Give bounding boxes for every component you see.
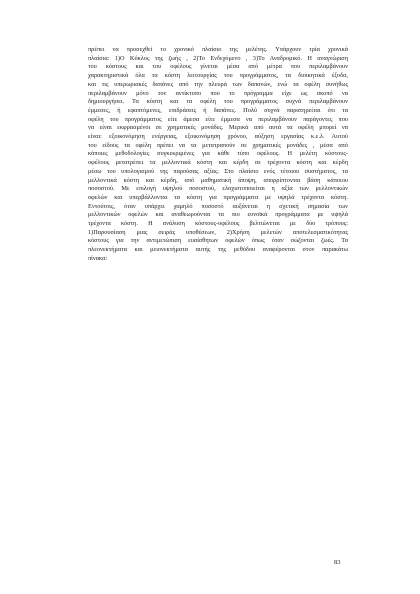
text-line: οφέλη του προγράμματος είτε άμεσα είτε έμμεσα να περιλαμβάνουν παράγοντες που — [88, 115, 348, 123]
text-line: πίνακα: — [88, 254, 108, 262]
text-line: πλαίσια: 1)Ο Κύκλος της ζωής , 2)Το Ενδεχόμενο , 3)Το Αναδρομικό. Η αναγνώριση — [88, 54, 348, 62]
text-line: έμμεσες, ή εφαπτόμενες, επιδράσεις ή δαπάνες. Πολύ συχνά παρατηρείται ότι τα — [88, 106, 348, 114]
text-line: του κόστους και του οφέλους γίνεται μέσα από μέτρα που περιλαμβάνουν — [88, 63, 348, 71]
text-line: μελλοντικά κόστη και κέρδη, από μαθηματική άποψη, απορρίπτονται βάση κάποιου — [88, 176, 348, 184]
text-line: μέσω του υπολογισμού της παρούσας αξίας. Στο πλαίσιο ενός τέτοιου συστήματος, τα — [88, 167, 348, 175]
text-line: κάποιες μεθοδολογίες συγκεκριμένες για κάθε τύπο οφέλους. Η μελέτη κόστους- — [88, 150, 348, 158]
text-line: δημιουργήσει. Τα κόστη και τα οφέλη του προγράμματος συχνά περιλαμβάνουν — [88, 98, 348, 106]
text-line: είναι: εξοικονόμηση ενέργειας, εξοικονόμηση χρόνου, αύξηση εργασίας κ.ε.λ. Αυτού — [88, 133, 348, 141]
text-line: πρέπει να προσεχθεί το χρονικό πλαίσιο της μελέτης. Υπάρχουν τρία χρονικά — [88, 46, 348, 53]
text-line: Εντούτοις, όταν υπάρχει χαμηλό ποσοστό αυξάνεται η σχετική σημασία των — [88, 202, 348, 210]
text-line: τρέχοντα κόστη. Η ανάλυση κόστους-οφέλους βελτιώνεται με δύο τρόπους: — [88, 220, 348, 228]
text-line: οφελών και υπερβάλλονται τα κόστη για προγράμματα με υψηλά τρέχοντα κόστη. — [88, 193, 348, 201]
text-line: πλεονεκτήματα και μειονεκτήματα αυτής της μεθόδου αναφέρονται στον παρακάτω — [88, 246, 348, 254]
text-line: χαρακτηριστικά όλα τα κόστη λειτουργίας του προγράμματος, τα διοικητικά έξοδα, — [88, 72, 348, 80]
text-line: και τις υπερωριακές δαπάνες από την πλευρά των δαπανών, ενώ τα οφέλη συνήθως — [88, 80, 348, 88]
text-line: οφέλους μετατρέπει τα μελλοντικά κόστη και κέρδη σε τρέχοντα κόστη και κέρδη — [88, 159, 348, 167]
text-line: μελλοντικών οφελών και αναθεωρούνται τα πιο ευνοϊκά προγράμματα με υψηλά — [88, 211, 348, 219]
text-line: περιλαμβάνουν μόνο τον αντίκτυπο που το πρόγραμμα είχε ως σκοπό να — [88, 89, 348, 97]
text-line: ποσοστού. Με επιλογή υψηλού ποσοστού, ελαχιστοποιείται η αξία των μελλοντικών — [88, 185, 348, 193]
text-line: 1)Παρουσίαση μιας σειράς υποθέσεων, 2)Χρήση μελετών αποτελεσματικότητας — [88, 228, 348, 236]
text-line: του είδους τα οφέλη πρέπει να τα μετατραπούν σε χρηματικές μονάδες , μέσα από — [88, 141, 348, 149]
page-number: 83 — [334, 559, 341, 566]
body-paragraph — [88, 46, 348, 264]
text-line: κόστους για την αντιμετώπιση ευαίσθητων οφελών όπως όταν σώζονται ζωές. Τα — [88, 237, 348, 245]
text-line: να είναι εκφρασμένοι σε χρηματικές μονάδες. Μερικά από αυτά τα οφέλη μπορεί να — [88, 124, 348, 132]
